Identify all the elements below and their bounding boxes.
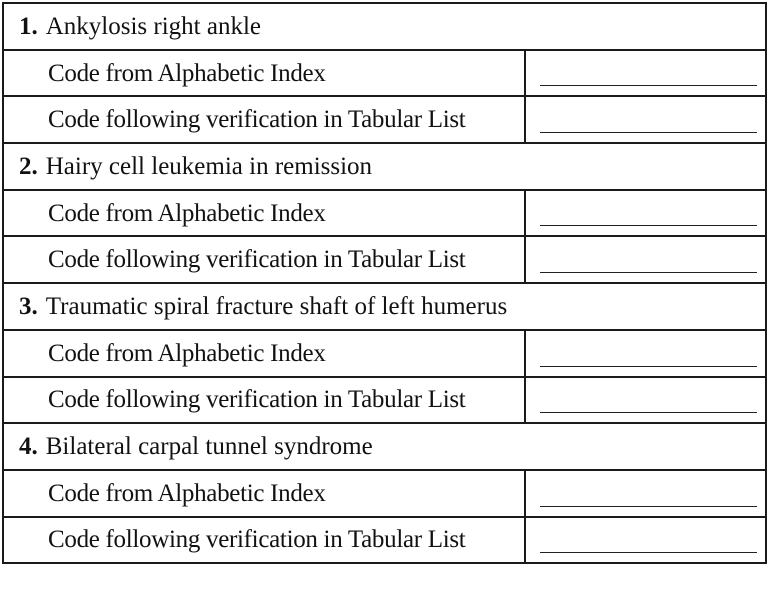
- question-cell: [3, 3, 766, 50]
- question-title: Ankylosis right ankle: [45, 12, 262, 40]
- sub-item-label: Code from Alphabetic Index: [3, 50, 525, 97]
- sub-item-row: [3, 377, 766, 424]
- question-row: [3, 3, 766, 50]
- question-row: [3, 283, 766, 330]
- sub-item-row: [3, 190, 766, 237]
- exercise-body: [3, 3, 766, 563]
- sub-item-row: [3, 50, 766, 97]
- question-number: 1.: [19, 12, 38, 40]
- sub-item-row: [3, 517, 766, 564]
- sub-item-label: Code from Alphabetic Index: [3, 190, 525, 237]
- sub-item-label: Code from Alphabetic Index: [3, 470, 525, 517]
- answer-blank[interactable]: [540, 552, 757, 553]
- question-number: 4.: [19, 433, 38, 461]
- answer-blank[interactable]: [540, 366, 757, 367]
- answer-blank[interactable]: [540, 272, 757, 273]
- question-number: 3.: [19, 292, 38, 320]
- question-title: Bilateral carpal tunnel syndrome: [45, 433, 373, 461]
- answer-blank-cell[interactable]: [525, 236, 766, 283]
- question-number: 2.: [19, 152, 38, 180]
- sub-item-label: Code following verification in Tabular List: [3, 236, 525, 283]
- answer-blank-cell[interactable]: [525, 50, 766, 97]
- sub-item-label: Code following verification in Tabular List: [3, 517, 525, 564]
- question-title: Traumatic spiral fracture shaft of left humerus: [45, 292, 508, 320]
- answer-blank-cell[interactable]: [525, 377, 766, 424]
- sub-item-row: [3, 96, 766, 143]
- answer-blank[interactable]: [540, 85, 757, 86]
- answer-blank-cell[interactable]: [525, 330, 766, 377]
- answer-blank[interactable]: [540, 506, 757, 507]
- question-row: [3, 143, 766, 190]
- question-cell: [3, 143, 766, 190]
- question-cell: [3, 423, 766, 470]
- answer-blank-cell[interactable]: [525, 96, 766, 143]
- sub-item-row: [3, 236, 766, 283]
- question-cell: [3, 283, 766, 330]
- answer-blank-cell[interactable]: [525, 517, 766, 564]
- answer-blank[interactable]: [540, 225, 757, 226]
- question-row: [3, 423, 766, 470]
- sub-item-row: [3, 330, 766, 377]
- answer-blank[interactable]: [540, 412, 757, 413]
- sub-item-row: [3, 470, 766, 517]
- coding-exercise-table: [2, 2, 767, 564]
- sub-item-label: Code from Alphabetic Index: [3, 330, 525, 377]
- question-title: Hairy cell leukemia in remission: [45, 152, 373, 180]
- answer-blank-cell[interactable]: [525, 470, 766, 517]
- sub-item-label: Code following verification in Tabular List: [3, 377, 525, 424]
- sub-item-label: Code following verification in Tabular List: [3, 96, 525, 143]
- answer-blank-cell[interactable]: [525, 190, 766, 237]
- answer-blank[interactable]: [540, 132, 757, 133]
